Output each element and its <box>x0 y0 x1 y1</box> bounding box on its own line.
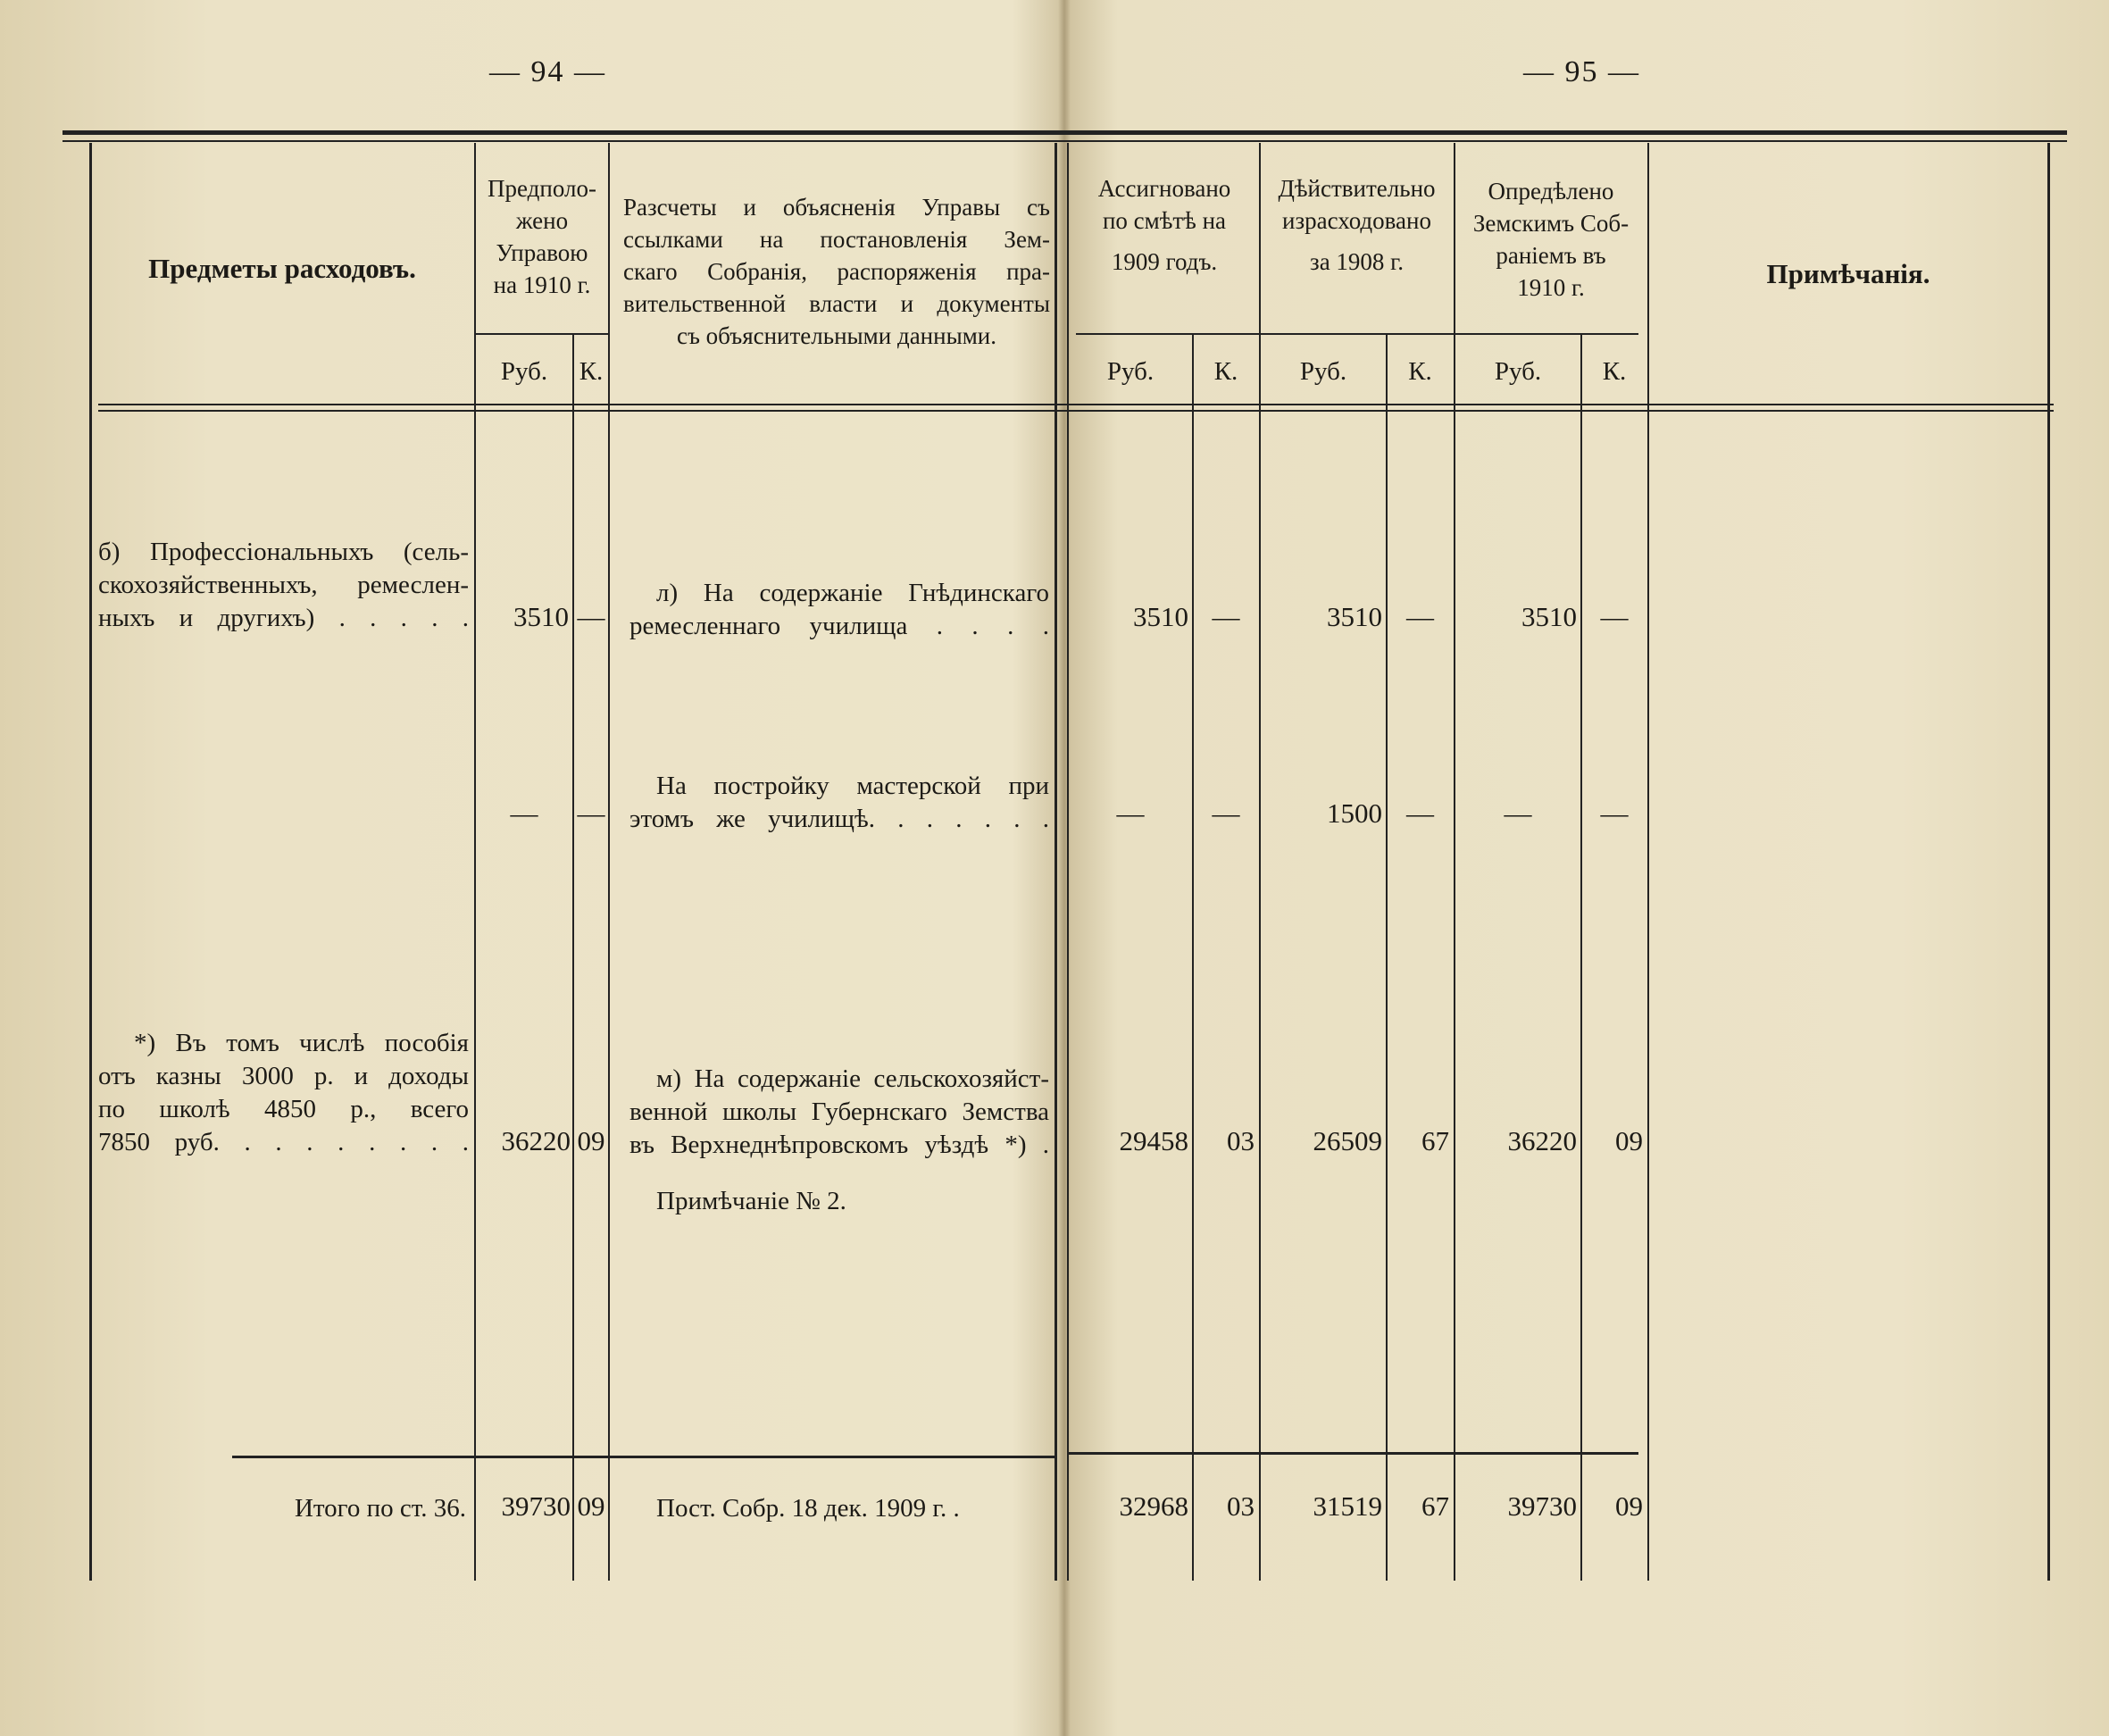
row-professional-proposed-rub: 3510 <box>513 601 569 632</box>
subhdr-assigned-rub: Руб. <box>1106 357 1155 386</box>
row-workshop-spent-rub: 1500 <box>1327 797 1382 829</box>
col-line-assigned-kop <box>1192 333 1194 1581</box>
footnote-text: *) Въ томъ числѣ пособія отъ казны 3000 р. и доходы по школѣ 4850 р., всего 7850 руб. . . . . . . . . <box>98 1029 469 1156</box>
subhdr-rule-proposed <box>476 333 608 335</box>
row-m-spent-kop: 67 <box>1421 1125 1449 1156</box>
col-line-determined <box>1647 143 1649 1581</box>
row-workshop-determined-rub: — <box>1504 797 1532 829</box>
row-workshop-proposed-kop: — <box>577 797 605 829</box>
row-m-assigned-kop: 03 <box>1227 1125 1255 1156</box>
top-rule-thick <box>63 130 2067 135</box>
totals-proposed-rub: 39730 <box>501 1490 571 1522</box>
header-notes: Примѣчанія. <box>1766 258 1930 289</box>
row-l-determined-kop: — <box>1600 601 1629 632</box>
row-workshop-assigned-kop: — <box>1212 797 1240 829</box>
totals-spent-rub: 31519 <box>1313 1490 1382 1522</box>
header-explanations: Разсчеты и объясненія Управы съ ссылками на постановленія Зем- скаго Собранія, распоряженія пра- вительственной власти и документы съ объяснительными данными. <box>623 194 1050 349</box>
subhdr-spent-rub: Руб. <box>1299 357 1347 386</box>
col-line-outer-left <box>89 143 92 1581</box>
row-workshop-spent-kop: — <box>1406 797 1434 829</box>
header-assigned: Ассигновано по смѣтѣ на 1909 годъ. <box>1097 175 1231 275</box>
row-professional-item: б) Профессіональныхъ (сель- скохозяйственныхъ, ремеслен- ныхъ и другихъ) . . . . . <box>98 538 469 632</box>
col-line-assigned <box>1259 143 1261 1581</box>
col-line-determined-kop <box>1580 333 1582 1581</box>
row-l-spent-rub: 3510 <box>1327 601 1382 632</box>
header-items: Предметы расходовъ. <box>148 253 416 284</box>
col-line-items <box>474 143 476 1581</box>
row-professional-proposed-kop: — <box>577 601 605 632</box>
subhdr-spent-kop: К. <box>1408 357 1432 386</box>
subhdr-rule-right <box>1076 333 1638 335</box>
row-l-explanation: л) На содержаніе Гнѣдинскаго ремесленнаго училища . . . . <box>629 579 1049 640</box>
col-line-spent <box>1454 143 1455 1581</box>
row-workshop-assigned-rub: — <box>1116 797 1145 829</box>
row-m-determined-rub: 36220 <box>1507 1125 1577 1156</box>
header-determined: Опредѣлено Земскимъ Соб- раніемъ въ 1910 г. <box>1472 178 1630 301</box>
subhdr-assigned-kop: К. <box>1213 357 1238 386</box>
col-line-proposed-kop <box>572 333 574 1581</box>
row-workshop-determined-kop: — <box>1600 797 1629 829</box>
subhdr-proposed-rub: Руб. <box>500 357 548 386</box>
row-m-proposed-kop: 09 <box>577 1125 605 1156</box>
row-m-explanation: м) На содержаніе сельскохозяйст- венной школы Губернскаго Земства въ Верхнеднѣпровскомъ уѣздѣ *) . Примѣчаніе № 2. <box>629 1064 1049 1215</box>
row-m-spent-rub: 26509 <box>1313 1125 1382 1156</box>
header-proposed: Предполо- жено Управою на 1910 г. <box>488 175 596 298</box>
row-l-determined-rub: 3510 <box>1521 601 1577 632</box>
totals-assigned-rub: 32968 <box>1119 1490 1188 1522</box>
row-l-assigned-kop: — <box>1212 601 1240 632</box>
totals-spent-kop: 67 <box>1421 1490 1449 1522</box>
subhdr-proposed-kop: К. <box>579 357 604 386</box>
col-line-outer-right <box>2047 143 2050 1581</box>
row-workshop-explanation: На постройку мастерской при этомъ же училищѣ. . . . . . . <box>629 772 1049 833</box>
row-m-determined-kop: 09 <box>1615 1125 1643 1156</box>
col-line-right-start <box>1067 143 1069 1581</box>
header-rule-1 <box>98 404 2054 405</box>
row-l-spent-kop: — <box>1406 601 1434 632</box>
top-rule-thin <box>63 140 2067 142</box>
page-number-right: — 95 — <box>1523 55 1640 88</box>
row-m-proposed-rub: 36220 <box>501 1125 571 1156</box>
row-workshop-proposed-rub: — <box>510 797 538 829</box>
totals-rule-left <box>232 1456 1054 1458</box>
subhdr-determined-rub: Руб. <box>1494 357 1542 386</box>
totals-determined-kop: 09 <box>1615 1490 1643 1522</box>
col-line-spent-kop <box>1386 333 1388 1581</box>
row-l-assigned-rub: 3510 <box>1133 601 1188 632</box>
totals-rule-right <box>1067 1452 1638 1455</box>
row-m-assigned-rub: 29458 <box>1119 1125 1188 1156</box>
totals-determined-rub: 39730 <box>1507 1490 1577 1522</box>
totals-assigned-kop: 03 <box>1227 1490 1255 1522</box>
totals-proposed-kop: 09 <box>577 1490 605 1522</box>
totals-label: Итого по ст. 36. <box>294 1494 466 1523</box>
col-line-proposed <box>608 143 610 1581</box>
subhdr-determined-kop: К. <box>1602 357 1627 386</box>
totals-resolution: Пост. Собр. 18 дек. 1909 г. . <box>656 1494 960 1523</box>
col-line-explanations <box>1054 143 1057 1581</box>
header-rule-2 <box>98 410 2054 412</box>
header-spent: Дѣйствительно израсходовано за 1908 г. <box>1278 175 1436 275</box>
page-number-left: — 94 — <box>489 55 606 88</box>
